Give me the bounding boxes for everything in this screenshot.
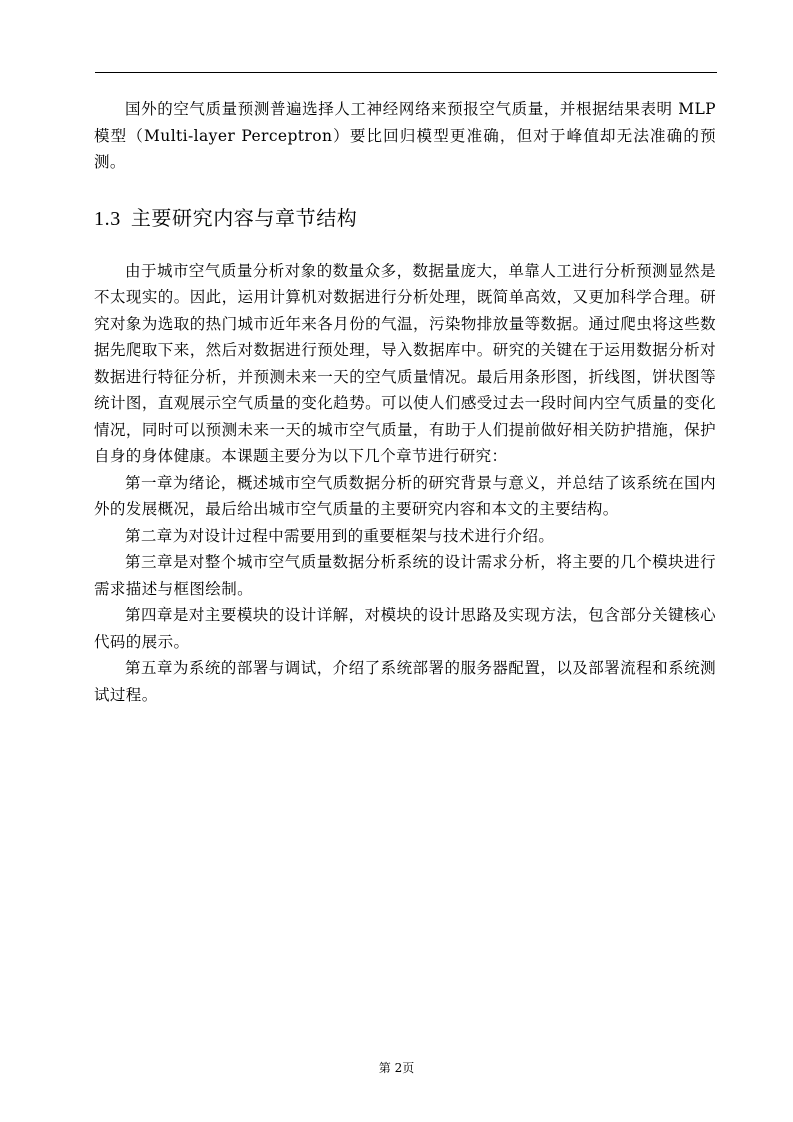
body-paragraph-chapter-4: 第四章是对主要模块的设计详解，对模块的设计思路及实现方法，包含部分关键核心代码的展示。 [94, 606, 716, 651]
body-paragraph-chapter-2: 第二章为对设计过程中需要用到的重要框架与技术进行介绍。 [125, 526, 555, 545]
body-paragraph-chapter-5: 第五章为系统的部署与调试，介绍了系统部署的服务器配置，以及部署流程和系统测试过程。 [94, 659, 716, 704]
section-title: 主要研究内容与章节结构 [130, 205, 358, 230]
body-paragraph-research: 由于城市空气质量分析对象的数量众多，数据量庞大，单靠人工进行分析预测显然是不太现实的。因此，运用计算机对数据进行分析处理，既简单高效，又更加科学合理。研究对象为选取的热门城市近年来各月份的气温，污染物排放量等数据。通过爬虫将这些数据先爬取下来，然后对数据进行预处理，导入数据库中。研究的关键在于运用数据分析对数据进行特征分析，并预测未来一天的空气质量情况。最后用条形图，折线图，饼状图等统计图，直观展示空气质量的变化趋势。可以使人们感受过去一段时间内空气质量的变化情况，同时可以预测未来一天的城市空气质量，有助于人们提前做好相关防护措施，保护自身的身体健康。本课题主要分为以下几个章节进行研究： [94, 261, 716, 465]
section-number: 1.3 [94, 207, 121, 230]
body-paragraph-chapter-1: 第一章为绪论，概述城市空气质数据分析的研究背景与意义，并总结了该系统在国内外的发展概况，最后给出城市空气质量的主要研究内容和本文的主要结构。 [94, 473, 716, 518]
intro-paragraph: 国外的空气质量预测普遍选择人工神经网络来预报空气质量，并根据结果表明 MLP 模型（Multi-layer Perceptron）要比回归模型更准确，但对于峰值却无法准确的预测。 [94, 100, 716, 171]
section-heading [94, 202, 716, 235]
header-rule [95, 72, 717, 73]
page-number: 第 2页 [378, 1061, 415, 1075]
body-paragraph-chapter-3: 第三章是对整个城市空气质量数据分析系统的设计需求分析，将主要的几个模块进行需求描述与框图绘制。 [94, 553, 716, 598]
page-body [94, 96, 716, 708]
